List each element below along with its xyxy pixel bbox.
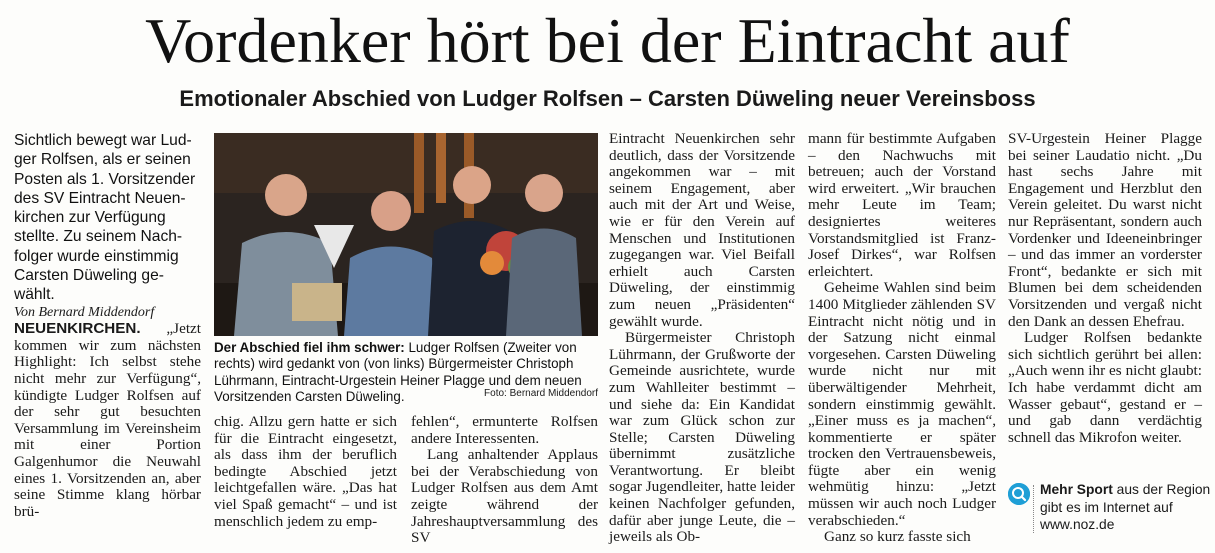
article-byline: Von Bernard Middendorf (14, 304, 155, 320)
article-paragraph: Ganz so kurz fasste sich (824, 528, 971, 546)
article-subheadline: Emotionaler Abschied von Ludger Rolfsen – Carsten Düweling neuer Vereinsboss (179, 86, 1036, 111)
article-column-3a (411, 413, 598, 547)
article-paragraph: Geheime Wahlen sind beim 1400 Mitglieder zählenden SV Eintracht nicht nötig und in der Satzung nicht einmal vorgesehen. Carsten Düweling wurde nicht nur mit überwältigender Mehrheit, sondern einstimmig gewählt. „Einer muss es ja machen“, kommentierte er später trocken den Vertrauensbeweis, fügte aber ein wenig wehmütig hinzu: „Jetzt müssen wir auch noch Ludger verabschieden.“ (808, 279, 996, 529)
article-paragraph: chig. Allzu gern hatte er sich für die Eintracht eingesetzt, als dass ihm der beruflich bedingte Abschied jetzt leichtgefallen wäre. „Das hat viel Spaß gemacht“ – und ist menschlich jedem zu emp- (214, 413, 397, 530)
promo-text (1040, 481, 1212, 534)
promo-divider (1033, 485, 1034, 533)
article-paragraph: Lang anhaltender Applaus bei der Verabschiedung von Ludger Rolfsen aus dem Amt zeigte während der Jahreshauptversammlung des SV (411, 446, 598, 547)
article-lead: Sichtlich bewegt war Lud-ger Rolfsen, als er seinen Posten als 1. Vorsitzender des SV Eintracht Neuen-kirchen zur Verfügung stellte. Zu seinem Nach-folger wurde einstimmig Carsten Düweling ge-wählt. (14, 132, 196, 304)
article-paragraph: fehlen“, ermunterte Rolfsen andere Interessenten. (411, 413, 598, 447)
article-paragraph: Ludger Rolfsen bedankte sich sichtlich gerührt bei allen: „Auch wenn ihr es nicht glaubt: Ich habe verdammt dicht am Wasser gebaut“, gestand er – und gab dann verdächtig schnell das Mikrofon weiter. (1008, 329, 1202, 446)
photo-credit: Foto: Bernard Middendorf (484, 388, 598, 399)
article-column-5 (1008, 131, 1202, 471)
article-text: „Jetzt kommen wir zum nächsten Highlight: Ich selbst stehe nicht mehr zur Verfügung“, kündigte Ludger Rolfsen auf der sehr gut besuchten Versammlung im Vereinsheim mit einer Portion Galgenhumor die Neuwahl eines 1. Vorsitzenden an, aber seine Stimme klang hörbar brü- (14, 320, 201, 520)
article-paragraph (14, 321, 201, 520)
photo-illustration (214, 133, 598, 336)
article-paragraph: Bürgermeister Christoph Lührmann, der Grußworte der Gemeinde ausrichtete, wurde zum Wahlleiter bestimmt – und siehe da: Ein Kandidat war zum Glück schon zur Stelle; Carsten Düweling übernimmt zusätzliche Verantwortung. Er bleibt sogar Jugendleiter, hatte leider keinen Nachfolger gefunden, dafür aber junge Leute, die – jeweils als Ob- (609, 329, 795, 546)
article-column-3 (609, 130, 795, 546)
article-column-4 (808, 130, 996, 546)
magnifier-icon (1008, 483, 1030, 505)
article-headline: Vordenker hört bei der Eintracht auf (145, 5, 1070, 76)
caption-lead: Der Abschied fiel ihm schwer: (214, 340, 405, 355)
article-column-1 (14, 131, 201, 541)
article-photo (214, 133, 598, 336)
promo-description: aus der Region gibt es im Internet auf www.noz.de (1040, 482, 1211, 532)
article-paragraph: mann für bestimmte Aufgaben – den Nachwuchs mit betreuen; auch der Vorstand wird erweitert. „Wir brauchen mehr Leute im Team; designiertes weiteres Vorstandsmitglied ist Franz-Josef Dirkes“, war Rolfsen erleichtert. (808, 130, 996, 280)
article-paragraph: Eintracht Neuenkirchen sehr deutlich, dass der Vorsitzende angekommen war – mit seinem Engagement, aber auch mit der Art und Weise, wie er für den Verein auf Menschen und Institutionen zugegangen war. Viel Beifall erhielt auch Carsten Düweling, der einstimmig zum neuen „Präsidenten“ gewählt wurde. (609, 130, 795, 330)
dateline: NEUENKIRCHEN. (14, 320, 141, 338)
promo-title: Mehr Sport (1040, 482, 1113, 497)
article-column-2 (214, 414, 397, 534)
article-paragraph: SV-Urgestein Heiner Plagge bei seiner Laudatio nicht. „Du hast sechs Jahre mit Engagement und Herzblut den Verein geleitet. Du warst nicht nur Repräsentant, sondern auch Vordenker und Ideeneinbringer – und das immer an vorderster Front“, bedankte er sich mit Blumen bei dem scheidenden Vorsitzenden und vergaß nicht den Dank an dessen Ehefrau. (1008, 130, 1202, 330)
more-sport-promo[interactable] (1008, 481, 1211, 535)
caption-text: Ludger Rolfsen (Zweiter von rechts) wird gedankt von (von links) Bürgermeister Christoph Lührmann, Eintracht-Urgestein Heiner Plagge und dem neuen Vorsitzenden Carsten Düweling. (214, 340, 582, 404)
